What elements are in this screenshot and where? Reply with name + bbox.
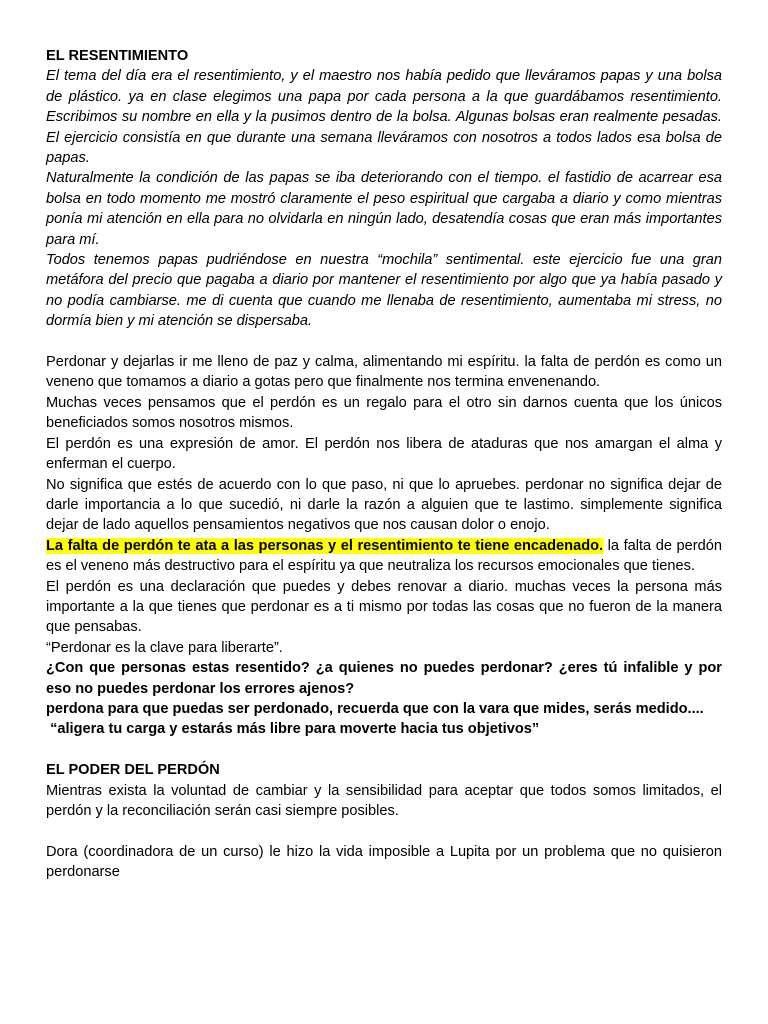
body-paragraph-1: Perdonar y dejarlas ir me lleno de paz y calma, alimentando mi espíritu. la falta de perdón es como un veneno que tomamos a diario a gotas pero que finalmente nos termina envenenando. [46, 354, 722, 391]
spacer [46, 332, 722, 352]
document-page [46, 46, 722, 883]
highlight-paragraph-rest: la falta de perdón es el veneno más destructivo para el espíritu ya que neutraliza los recursos emocionales que tienes. [46, 537, 722, 575]
body-paragraph-4: No significa que estés de acuerdo con lo que paso, ni que lo apruebes. perdonar no significa dejar de darle importancia a lo que sucedió, ni darle la razón a alguien que te lastimo. simplemente significa dejar de lado aquellos pensamientos negativos que nos causan dolor o enojo. [46, 476, 722, 534]
intro-paragraph-2: Naturalmente la condición de las papas se iba deteriorando con el tiempo. el fastidio de acarrear esa bolsa en todo momento me mostró claramente el peso espiritual que cargaba a diario y como mientras ponía mi atención en ella para no olvidarla en ningún lado, desatendía cosas que eran más importantes para mí. [46, 170, 722, 248]
bold-questions: ¿Con que personas estas resentido? ¿a quienes no puedes perdonar? ¿eres tú infalible y por eso no puedes perdonar los errores ajenos? [46, 660, 722, 697]
intro-paragraph-3: Todos tenemos papas pudriéndose en nuestra “mochila” sentimental. este ejercicio fue una gran metáfora del precio que pagaba a diario por mantener el resentimiento por algo que ya había pasado y no podía cambiarse. me di cuenta que cuando me llenaba de resentimiento, aumentaba mi stress, no dormía bien y mi atención se dispersaba. [46, 252, 722, 330]
quote-line: “Perdonar es la clave para liberarte”. [46, 639, 283, 656]
spacer [46, 821, 722, 841]
bold-perdona: perdona para que puedas ser perdonado, recuerda que con la vara que mides, serás medido.... [46, 700, 704, 717]
highlight-paragraph [46, 536, 722, 577]
body-paragraph-5: El perdón es una declaración que puedes y debes renovar a diario. muchas veces la persona más importante a la que tienes que perdonar es a ti mismo por todas las cosas que no fueron de la manera que pensabas. [46, 578, 722, 636]
bold-aligera: “aligera tu carga y estarás más libre para moverte hacia tus objetivos” [46, 721, 540, 738]
body-paragraph-6: Mientras exista la voluntad de cambiar y la sensibilidad para aceptar que todos somos limitados, el perdón y la reconciliación serán casi siempre posibles. [46, 782, 722, 819]
heading-el-poder-del-perdon: EL PODER DEL PERDÓN [46, 762, 220, 779]
body-paragraph-7: Dora (coordinadora de un curso) le hizo la vida imposible a Lupita por un problema que no quisieron perdonarse [46, 843, 722, 881]
heading-el-resentimiento: EL RESENTIMIENTO [46, 48, 189, 64]
body-paragraph-2: Muchas veces pensamos que el perdón es un regalo para el otro sin darnos cuenta que los únicos beneficiados somos nosotros mismos. [46, 394, 722, 432]
highlighted-sentence: La falta de perdón te ata a las personas y el resentimiento te tiene encadenado. [46, 537, 604, 554]
spacer [46, 740, 722, 760]
intro-paragraph-1: El tema del día era el resentimiento, y el maestro nos había pedido que lleváramos papas y una bolsa de plástico. ya en clase elegimos una papa por cada persona a la que guardábamos resentimiento. Escribimos su nombre en ella y la pusimos dentro de la bolsa. Algunas bolsas eran realmente pesadas. El ejercicio consistía en que durante una semana lleváramos con nosotros a todos lados esa bolsa de papas. [46, 68, 722, 167]
body-paragraph-3: El perdón es una expresión de amor. El perdón nos libera de ataduras que nos amargan el alma y enferman el cuerpo. [46, 435, 722, 473]
